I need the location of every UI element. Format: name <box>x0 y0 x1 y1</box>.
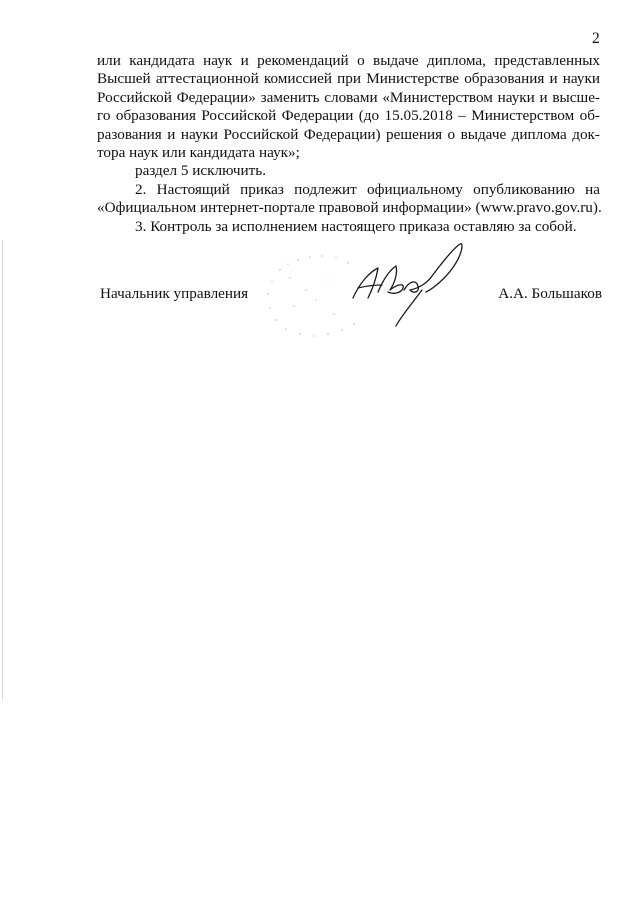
paragraph-publication <box>97 181 600 218</box>
text-line: 3. Контроль за исполнением настоящего приказа оставляю за собой. <box>135 217 577 235</box>
text-line: разования и науки Российской Федерации) решения о выдаче диплома док- <box>97 125 600 143</box>
signer-name: А.А. Большаков <box>498 285 602 302</box>
document-body <box>97 52 600 236</box>
text-line: Российской Федерации» заменить словами «Министерством науки и высше- <box>97 88 600 106</box>
text-line: раздел 5 исключить. <box>135 162 267 180</box>
scan-edge-mark <box>2 240 3 700</box>
text-line: «Официальном интернет-портале правовой информации» (www.pravo.gov.ru). <box>97 199 602 217</box>
text-line: тора наук или кандидата наук»; <box>97 144 300 162</box>
paragraph-amendment <box>97 52 600 162</box>
page-number: 2 <box>592 30 600 47</box>
text-line: Высшей аттестационной комиссией при Министерстве образования и науки <box>97 70 600 88</box>
stamp-dots <box>267 255 355 337</box>
paragraph-section5 <box>97 162 600 180</box>
signature-strokes <box>353 244 462 326</box>
signature-graphic <box>250 230 490 350</box>
text-line: го образования Российской Федерации (до 15.05.2018 – Министерством об- <box>97 107 600 125</box>
text-line: или кандидата наук и рекомендаций о выдаче диплома, представленных <box>97 52 600 69</box>
signer-position: Начальник управления <box>100 285 249 302</box>
text-line: 2. Настоящий приказ подлежит официальному опубликованию на <box>135 180 600 198</box>
